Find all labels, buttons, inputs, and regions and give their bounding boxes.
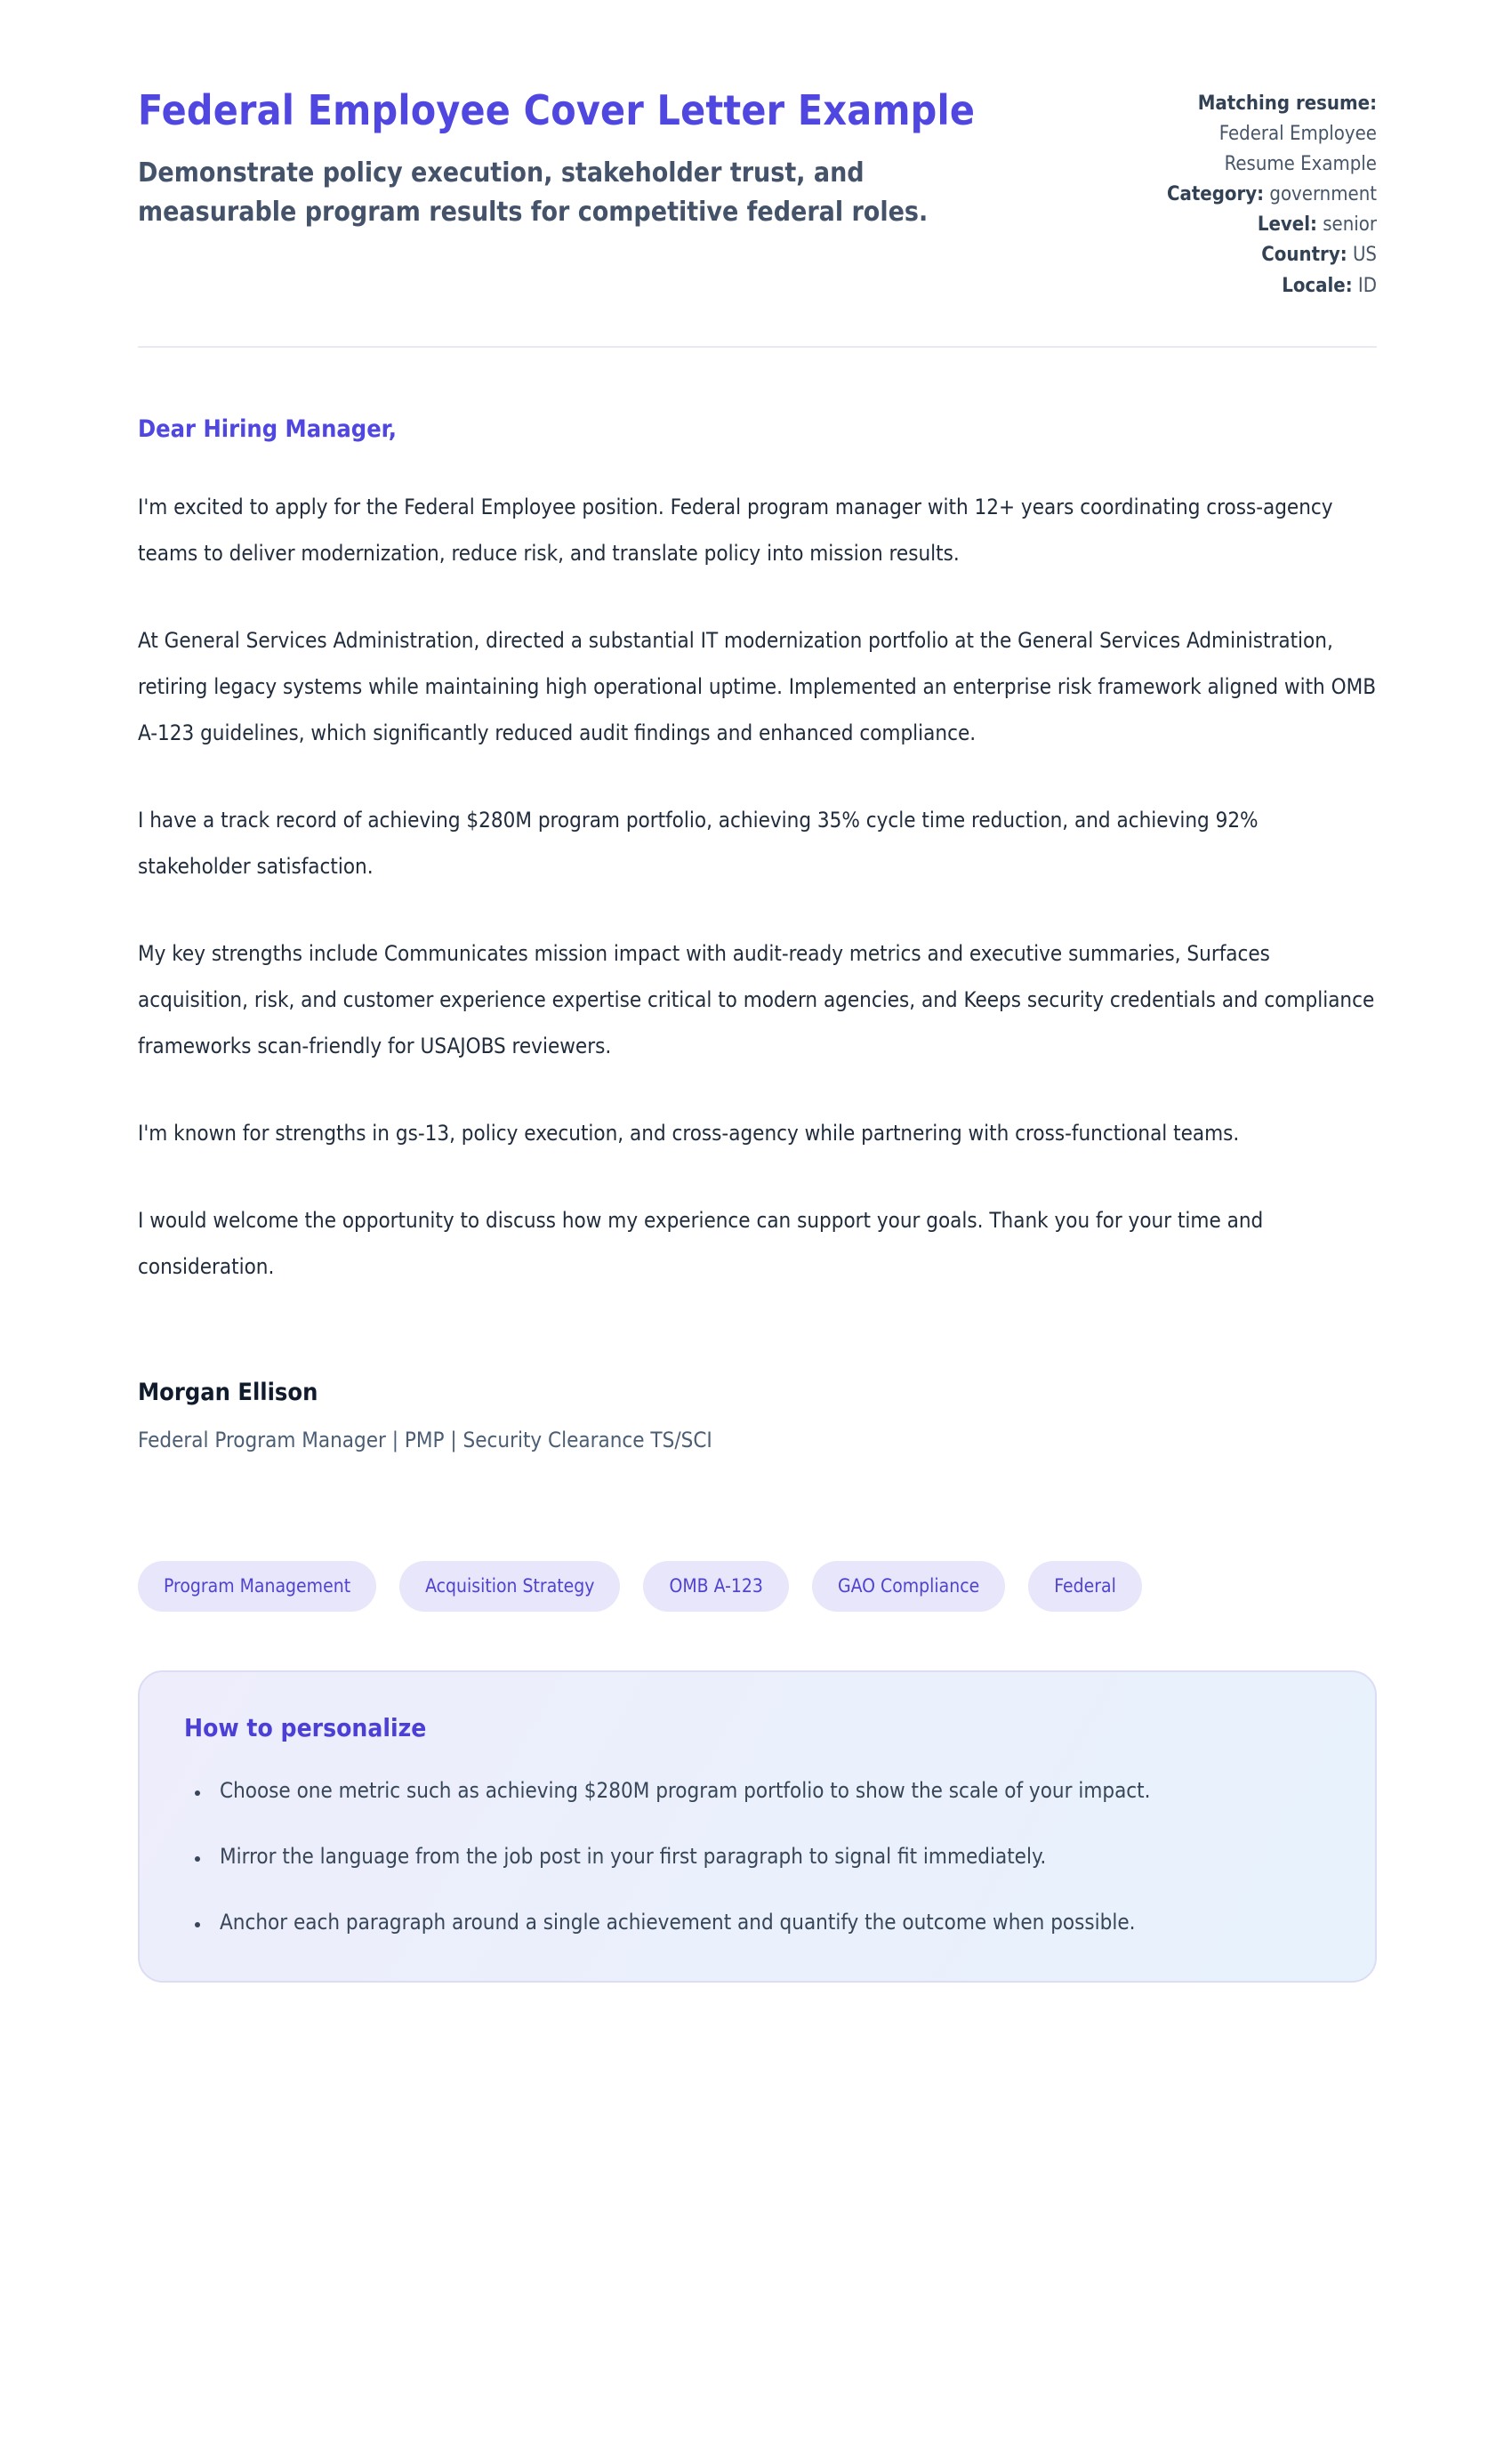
signature-name: Morgan Ellison [138, 1378, 318, 1406]
signature-role: Federal Program Manager | PMP | Security Clearance TS/SCI [138, 1427, 712, 1452]
meta-value-category: government [1269, 183, 1377, 206]
tag-program-management[interactable]: Program Management [138, 1561, 376, 1612]
meta-label-locale: Locale: [1282, 274, 1353, 297]
meta-row-level [1021, 210, 1377, 240]
header-title-block [138, 82, 1021, 231]
meta-value-locale: ID [1357, 274, 1377, 297]
page-title: Federal Employee Cover Letter Example [138, 86, 976, 134]
letter-paragraph: I would welcome the opportunity to discuss how my experience can support your goals. Thank you for your time and consideration. [138, 1207, 1264, 1279]
personalize-tip: • Choose one metric such as achieving $280M program portfolio to show the scale of your impact. [211, 1767, 1327, 1814]
meta-label-level: Level: [1257, 213, 1317, 237]
meta-row-locale [1021, 271, 1377, 302]
tag-federal[interactable]: Federal [1028, 1561, 1142, 1612]
how-to-personalize-title: How to personalize [184, 1712, 427, 1742]
resume-meta-panel [1021, 89, 1377, 302]
meta-value-country: US [1352, 244, 1377, 267]
letter-greeting: Dear Hiring Manager, [138, 414, 397, 443]
letter-paragraph: I have a track record of achieving $280M program portfolio, achieving 35% cycle time reduction, and achieving 92% stakeholder satisfaction. [138, 807, 1259, 879]
personalize-tips-list [184, 1767, 1327, 1945]
meta-row-country [1021, 240, 1377, 270]
matching-resume-label: Matching resume: [1197, 93, 1377, 115]
meta-row-category [1021, 180, 1377, 210]
cover-letter-body [138, 415, 1377, 1452]
tag-acquisition-strategy[interactable]: Acquisition Strategy [399, 1561, 620, 1612]
letter-paragraph: My key strengths include Communicates mission impact with audit-ready metrics and executive summaries, Surfaces acquisition, risk, and customer experience expertise critical to modern agencies, and Keeps security credentials and compliance frameworks scan-friendly for USAJOBS reviewers. [138, 940, 1375, 1058]
header [138, 82, 1377, 302]
meta-label-country: Country: [1261, 244, 1347, 267]
letter-paragraph: I'm excited to apply for the Federal Employee position. Federal program manager with 12+ years coordinating cross-agency teams to deliver modernization, reduce risk, and translate policy into mission results. [138, 494, 1333, 566]
how-to-personalize-box [138, 1670, 1377, 1983]
meta-label-category: Category: [1166, 183, 1265, 206]
skill-tags [138, 1561, 1377, 1612]
meta-value-level: senior [1323, 213, 1377, 237]
matching-resume-link[interactable]: Federal Employee Resume Example [1218, 123, 1377, 176]
personalize-tip: • Mirror the language from the job post in your first paragraph to signal fit immediately. [211, 1833, 1327, 1879]
letter-paragraph: I'm known for strengths in gs-13, policy execution, and cross-agency while partnering with cross-functional teams. [138, 1120, 1240, 1146]
page-subtitle: Demonstrate policy execution, stakeholder trust, and measurable program results for competitive federal roles. [138, 157, 929, 228]
tag-gao-compliance[interactable]: GAO Compliance [812, 1561, 1005, 1612]
tag-omb-a-123[interactable]: OMB A-123 [643, 1561, 788, 1612]
letter-paragraph: At General Services Administration, directed a substantial IT modernization portfolio at the General Services Administration, retiring legacy systems while maintaining high operational uptime. Implemented an enterprise risk framework aligned with OMB A-123 guidelines, which significantly reduced audit findings and enhanced compliance. [138, 627, 1377, 745]
personalize-tip: • Anchor each paragraph around a single achievement and quantify the outcome when possible. [211, 1899, 1327, 1945]
header-divider [138, 346, 1377, 348]
